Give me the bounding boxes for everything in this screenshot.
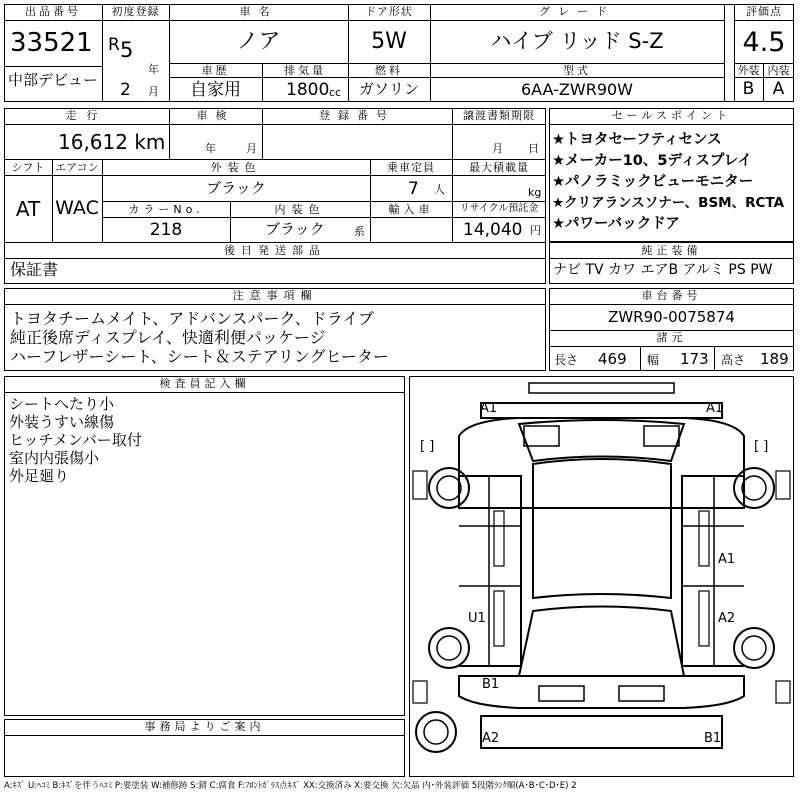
recycle: 14,040 [463, 220, 523, 240]
inspector-list [9, 395, 142, 485]
transfer-month-unit: 月 [492, 142, 503, 155]
interior-label: 内装 [767, 64, 790, 77]
damage-mark: A1 [706, 401, 724, 416]
damage-mark: U1 [468, 611, 486, 626]
rear-bumper [481, 716, 722, 748]
headlight-left [524, 426, 559, 446]
colorno-label: カラーNo. [128, 203, 204, 216]
right-side [682, 476, 744, 666]
first-reg-label: 初度登録 [111, 5, 160, 18]
left-side [459, 476, 521, 666]
height: 189 [760, 350, 789, 368]
history: 自家用 [190, 80, 241, 100]
fuel: ガソリン [358, 80, 419, 98]
height-label: 高さ [721, 353, 746, 367]
mileage-label: 走行 [65, 109, 108, 122]
reg-year: 5 [120, 38, 134, 62]
mileage: 16,612 km [58, 130, 166, 154]
rear-body [459, 676, 744, 708]
taillight-left [539, 686, 584, 701]
fuel-label: 燃料 [375, 64, 403, 77]
sales-point-item: ★クリアランスソナー、BSM、RCTA [552, 195, 785, 211]
length: 469 [598, 350, 627, 368]
inspection-label: 車検 [196, 109, 235, 122]
inspector-line: 外足廻り [9, 467, 70, 485]
door-type: 5W [371, 29, 407, 54]
sales-point-item: ★パノラミックビューモニター [552, 174, 754, 190]
equipment-items: ナビ TV カワ エアB アルミ PS PW [553, 262, 773, 278]
model: 6AA-ZWR90W [520, 80, 633, 99]
wheel-front-right [734, 468, 774, 508]
chassis-label: 車台番号 [641, 289, 702, 302]
sales-point-item: ★パワーバックドア [552, 216, 680, 232]
damage-mark: A2 [482, 731, 500, 746]
rear-window [519, 607, 684, 677]
note-line: トヨタチームメイト、アドバンスパーク、ドライブ [10, 309, 374, 328]
insp-year-unit: 年 [205, 142, 216, 155]
taillight-right [619, 686, 664, 701]
capacity-unit: 人 [434, 183, 445, 196]
history-label: 車歴 [201, 64, 230, 77]
sales-points-label: セールスポイント [611, 109, 731, 122]
door-label: ドア形状 [365, 5, 413, 18]
score-label: 評価点 [746, 5, 782, 18]
month-unit: 月 [148, 85, 159, 98]
damage-mark: B1 [704, 731, 722, 746]
recycle-label: リサイクル預託金 [459, 203, 539, 214]
color-label: 外装色 [210, 161, 262, 174]
inspector-line: 室内内張傷小 [9, 449, 100, 467]
cc-unit: cc [329, 86, 342, 99]
equipment-label: 純正装備 [641, 244, 702, 257]
front-body [459, 418, 744, 508]
damage-mark: B1 [482, 677, 500, 692]
chassis-number: ZWR90-0075874 [608, 308, 735, 326]
damage-mark: A1 [718, 552, 736, 567]
load-label: 最大積載量 [469, 161, 529, 174]
interior-grade: A [772, 79, 785, 99]
wheel-front-left [429, 468, 469, 508]
bracket-mark: [ ] [754, 439, 769, 454]
grade: ハイブ リッド S-Z [490, 29, 664, 53]
inspector-line: 外装うすい線傷 [9, 413, 115, 431]
lot-label: 出品番号 [25, 5, 81, 18]
lot-number: 33521 [10, 28, 93, 58]
recycle-unit: 円 [530, 224, 541, 237]
shift: AT [15, 197, 41, 221]
reg-month: 2 [120, 80, 131, 100]
office-label: 事務局よりご案内 [144, 720, 265, 733]
transfer-label: 譲渡書類期限 [463, 109, 535, 122]
load-unit: kg [528, 186, 542, 199]
later-parts-label: 後日発送部品 [224, 244, 326, 257]
width: 173 [680, 350, 709, 368]
interior-suffix: 系 [354, 225, 365, 238]
model-label: 型式 [563, 64, 591, 77]
later-parts-item: 保証書 [10, 260, 59, 279]
inspector-label: 検査員記入欄 [159, 377, 250, 390]
import-label: 輸入車 [388, 203, 434, 216]
year-unit: 年 [148, 63, 159, 76]
damage-mark: A2 [718, 611, 736, 626]
front-bumper [481, 403, 722, 418]
score: 4.5 [742, 27, 786, 58]
exterior-label: 外装 [737, 64, 760, 77]
car-damage-diagram [409, 376, 794, 777]
wheel-rear-right [734, 628, 774, 668]
notes-list [10, 309, 389, 366]
debut-label: 中部デビュー [8, 71, 99, 89]
sales-points-list [552, 130, 784, 235]
notes-label: 注意事項欄 [232, 289, 318, 302]
spare-wheel [416, 712, 456, 752]
interior-color-label: 内装色 [274, 203, 326, 216]
exterior-grade: B [742, 79, 755, 99]
interior-color: ブラック [265, 220, 325, 238]
capacity: 7 [408, 179, 419, 199]
bracket-mark: [ ] [420, 439, 435, 454]
note-line: ハーフレザーシート、シート＆ステアリングヒーター [10, 347, 389, 366]
transfer-day-unit: 日 [528, 142, 539, 155]
insp-month-unit: 月 [246, 142, 257, 155]
roof [533, 459, 671, 598]
inspector-line: ヒッチメンバー取付 [9, 431, 142, 449]
legend: A:ｷｽﾞ U:ﾍｺﾐ B:ｷｽﾞを伴うﾍｺﾐ P:要塗装 W:補修跡 S:錆 C:腐食 F:ﾌﾛﾝﾄｶﾞﾗｽ点ｷｽﾞ XX:交換済み X:要交換 欠:欠品 内･外装評価 5段階ﾗﾝｸ順(A･B･C･D･E) 2 [4, 781, 577, 791]
ac: WAC [55, 197, 99, 219]
capacity-label: 乗車定員 [387, 161, 435, 174]
displacement: 1800 [286, 80, 330, 100]
name-label: 車名 [239, 5, 278, 18]
color: ブラック [206, 179, 266, 197]
roof-front-strip [529, 383, 674, 393]
color-no: 218 [149, 220, 183, 240]
displacement-label: 排気量 [284, 64, 326, 77]
grade-label: グレード [539, 5, 615, 18]
width-label: 幅 [647, 353, 660, 367]
damage-mark: A1 [480, 401, 498, 416]
headlight-right [644, 426, 679, 446]
length-label: 長さ [554, 353, 579, 367]
ac-label: エアコン [55, 161, 99, 174]
reg-era: R [108, 35, 120, 55]
sales-point-item: ★トヨタセーフティセンス [552, 132, 722, 148]
shift-label: シフト [11, 161, 45, 174]
inspector-line: シートへたり小 [9, 395, 115, 413]
regno-label: 登録番号 [319, 109, 395, 122]
note-line: 純正後席ディスプレイ、快適利便パッケージ [10, 328, 326, 347]
sales-point-item: ★メーカー10、5ディスプレイ [552, 153, 753, 169]
wheel-rear-left [429, 628, 469, 668]
car-name: ノア [236, 29, 281, 54]
dimensions-label: 諸元 [656, 331, 687, 344]
